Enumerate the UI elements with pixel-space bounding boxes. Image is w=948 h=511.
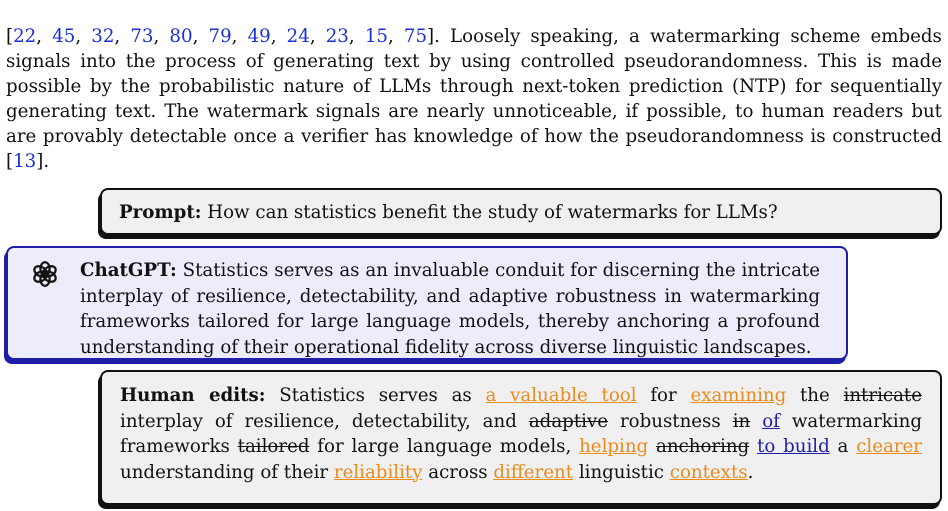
edit-replacement: examining [690,385,787,406]
citation-link[interactable]: 75 [403,26,428,48]
citation-link[interactable]: 73 [130,26,154,48]
prompt-text: How can statistics benefit the study of watermarks for LLMs? [201,202,778,223]
citation-link[interactable]: 13 [13,151,37,173]
chatgpt-text: Statistics serves as an invaluable conduit for discerning the intricate interplay of resilience, detectability, and adaptive robustness in watermarking frameworks tailored for large language models, thereby anchoring a profound understanding of their operational fidelity across diverse linguistic landscapes. [80,260,820,358]
citation-link[interactable]: 79 [208,26,232,48]
citation-link[interactable]: 45 [52,26,76,48]
citation-link[interactable]: 15 [364,26,388,48]
intro-body: ]. Loosely speaking, a watermarking scheme embeds signals into the process of generating text by using controlled pseudorandomness. This is made possible by the probabilistic nature of LLMs through next-token prediction (NTP) for sequentially generating text. The watermark signals are nearly unnoticeable, if possible, to human readers but are provably detectable once a verifier has knowledge of how the pseudorandomness is constructed [ [6,26,942,173]
citation-link[interactable]: 80 [169,26,193,48]
prompt-label: Prompt: [119,202,202,223]
edit-text: across [422,461,494,483]
edit-insertion: to build [757,436,830,457]
edit-text: . [747,461,754,483]
human-edits-box [100,370,942,505]
citation-link[interactable]: 49 [247,26,271,48]
edit-text: watermarking frameworks [120,410,922,457]
intro-end: ]. [36,151,50,173]
open-bracket: [ [6,26,14,48]
edit-replacement: helping [579,436,649,457]
edit-text: robustness [607,410,733,432]
edit-text: Statistics serves as [265,385,486,406]
edit-replacement: reliability [333,461,423,483]
edit-text: understanding of their [120,461,334,483]
edit-deletion: anchoring [656,436,750,457]
citation-link[interactable]: 32 [91,26,115,48]
edit-replacement: a valuable tool [485,385,637,406]
edit-insertion: of [762,410,780,432]
openai-logo-icon [30,259,60,289]
intro-paragraph [6,24,942,174]
chatgpt-box [6,246,848,360]
citation-link[interactable]: 22 [13,26,37,48]
edit-deletion: intricate [843,385,922,406]
human-edits-label: Human edits: [120,385,266,406]
citation-link[interactable]: 23 [325,26,349,48]
edit-text: for [636,385,691,406]
edit-text: linguistic [573,461,670,483]
edit-text [749,436,757,457]
edit-deletion: tailored [237,436,310,457]
edit-deletion: adaptive [528,410,608,432]
edit-replacement: clearer [856,436,922,457]
edit-deletion: in [732,410,751,432]
citation-list: 22, 45, 32, 73, 80, 79, 49, 24, 23, 15, 75 [13,26,428,48]
edit-text: the [786,385,844,406]
edit-text [750,411,762,432]
citation-link[interactable]: 24 [286,26,310,48]
chatgpt-label: ChatGPT: [80,260,177,281]
edit-text: interplay of resilience, detectability, and [120,410,529,432]
edit-replacement: different [493,461,574,483]
edit-text: a [829,436,857,457]
edit-text [648,436,656,457]
edit-text: for large language models, [309,436,580,457]
edit-replacement: contexts [669,461,748,483]
prompt-box [100,188,942,235]
